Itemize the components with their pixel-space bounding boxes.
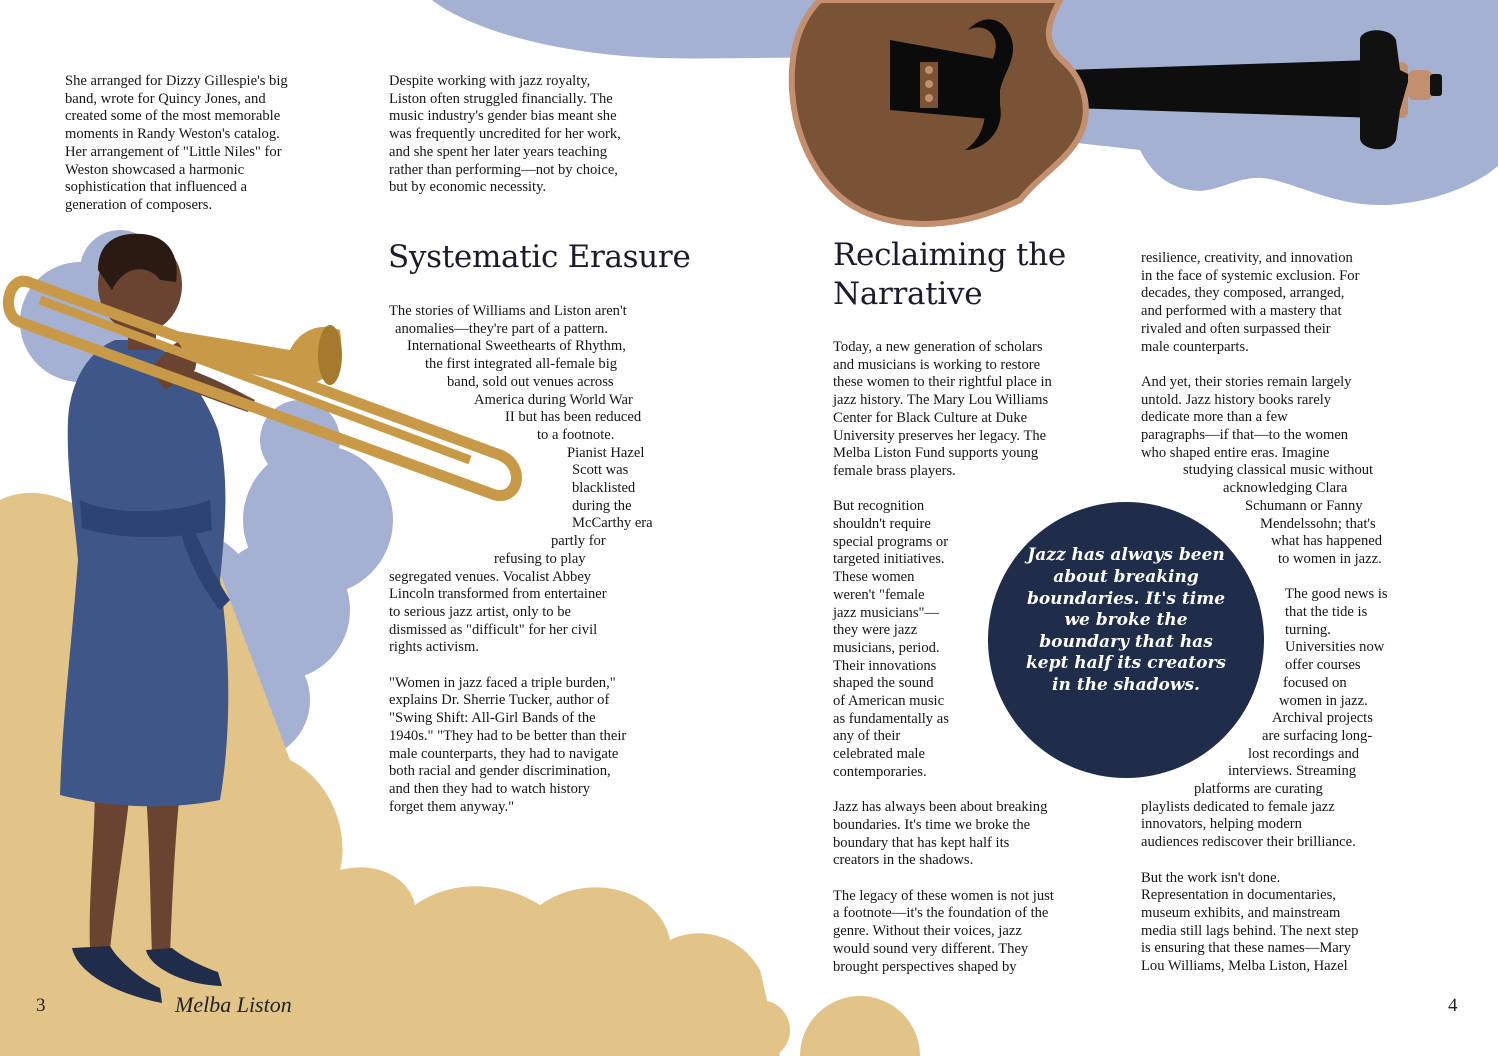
text-line: what has happened (1271, 533, 1383, 550)
text-line: audiences rediscover their brilliance. (1141, 834, 1356, 851)
text-line: segregated venues. Vocalist Abbey (389, 568, 592, 585)
paragraph: But recognition shouldn't require special programs or targeted initiatives. These women weren't "female jazz musicians"— they were jazz musicians, period. Their innovations shaped the sound of American music as fundamentally as any of their celebrated male contemporaries. (833, 498, 949, 780)
text-line: lost recordings and (1248, 745, 1360, 762)
text-line: Schumann or Fanny (1245, 497, 1363, 514)
text-line: during the (572, 497, 632, 514)
paragraph: resilience, creativity, and innovation in the face of systemic exclusion. For decades, they composed, arranged, and performed with a mastery that rivaled and often surpassed their male counterparts. (1141, 250, 1360, 355)
text-line: innovators, helping modern (1141, 816, 1302, 833)
text-line: acknowledging Clara (1223, 480, 1348, 497)
pull-quote-text: Jazz has always been about breaking boundaries. It's time we broke the boundary that has kept half its creators in the shadows. (1026, 545, 1226, 695)
intro-paragraph: Despite working with jazz royalty, Liston often struggled financially. The music industry's gender bias meant she was frequently uncredited for her work, and she spent her later years teaching rather than performing—not by choice, but by economic necessity. (389, 73, 621, 196)
text-line: dismissed as "difficult" for her civil (389, 621, 598, 638)
text-line: anomalies—they're part of a pattern. (395, 320, 608, 337)
text-line: to serious jazz artist, only to be (389, 603, 571, 620)
left-column-1 (65, 73, 365, 232)
text-line: interviews. Streaming (1228, 763, 1357, 780)
running-title: Melba Liston (175, 992, 292, 1017)
text-line: dedicate more than a few (1141, 409, 1288, 426)
text-line: Universities now (1285, 639, 1385, 656)
text-line: The stories of Williams and Liston aren't (389, 303, 627, 319)
text-line: refusing to play (494, 550, 586, 567)
text-line: Scott was (572, 462, 629, 479)
systematic-erasure-body (389, 303, 699, 834)
text-line: playlists dedicated to female jazz (1141, 798, 1335, 815)
text-line: And yet, their stories remain largely (1141, 373, 1352, 390)
page-number-right: 4 (1448, 995, 1458, 1016)
text-line: women in jazz. (1279, 692, 1368, 709)
quote-paragraph: "Women in jazz faced a triple burden," explains Dr. Sherrie Tucker, author of "Swing Shift: All-Girl Bands of the 1940s." "They had to be better than their male counterparts, they had to navigate both racial and gender discrimination, and then they had to watch history forget them anyway." (389, 674, 627, 815)
text-line: offer courses (1285, 657, 1361, 674)
text-line: turning. (1285, 621, 1331, 638)
left-column-2 (389, 73, 699, 215)
paragraph: She arranged for Dizzy Gillespie's big band, wrote for Quincy Jones, and created some of the most memorable moments in Randy Weston's catalog. Her arrangement of "Little Niles" for Weston showcased a harmonic sophistication that influenced a generation of composers. (65, 73, 288, 213)
text-line: Archival projects (1272, 710, 1373, 727)
text-line: blacklisted (572, 480, 636, 497)
reclaiming-heading: Reclaiming the Narrative (833, 237, 1066, 312)
text-line: that the tide is (1285, 604, 1368, 621)
text-line: to a footnote. (537, 426, 615, 443)
text-line: are surfacing long- (1262, 727, 1373, 744)
paragraph: Jazz has always been about breaking boundaries. It's time we broke the boundary that has kept half its creators in the shadows. (833, 799, 1048, 869)
paragraph: But the work isn't done. Representation in documentaries, museum exhibits, and mainstream media still lags behind. The next step is ensuring that these names—Mary Lou Williams, Melba Liston, Hazel (1141, 869, 1359, 975)
text-line: partly for (551, 533, 606, 550)
paragraph: The legacy of these women is not just a footnote—it's the foundation of the genre. Without their voices, jazz would sound very different. They brought perspectives shaped by (833, 887, 1054, 975)
text-line: the first integrated all-female big (425, 356, 618, 373)
text-line: Mendelssohn; that's (1260, 515, 1376, 532)
text-line: International Sweethearts of Rhythm, (407, 338, 626, 355)
pull-quote-circle (988, 502, 1264, 778)
text-line: Pianist Hazel (567, 444, 645, 461)
text-line: America during World War (474, 391, 633, 408)
text-line: The good news is (1285, 586, 1388, 603)
text-line: paragraphs—if that—to the women (1141, 427, 1349, 444)
text-line: studying classical music without (1183, 462, 1374, 479)
text-line: rights activism. (389, 639, 479, 656)
text-line: to women in jazz. (1278, 550, 1382, 567)
text-line: platforms are curating (1194, 781, 1323, 798)
paragraph: Today, a new generation of scholars and musicians is working to restore these women to their rightful place in jazz history. The Mary Lou Williams Center for Black Culture at Duke University preserves her legacy. The Melba Liston Fund supports young female brass players. (833, 339, 1052, 479)
text-line: Lincoln transformed from entertainer (389, 586, 607, 603)
text-line: focused on (1283, 674, 1347, 691)
systematic-erasure-heading: Systematic Erasure (388, 239, 691, 275)
text-line: who shaped entire eras. Imagine (1141, 444, 1330, 461)
shaped-text-block (389, 303, 699, 657)
page-number-left: 3 (36, 995, 46, 1016)
text-line: untold. Jazz history books rarely (1141, 391, 1332, 408)
text-line: II but has been reduced (505, 409, 642, 426)
text-line: band, sold out venues across (447, 373, 614, 390)
text-line: McCarthy era (572, 515, 653, 532)
